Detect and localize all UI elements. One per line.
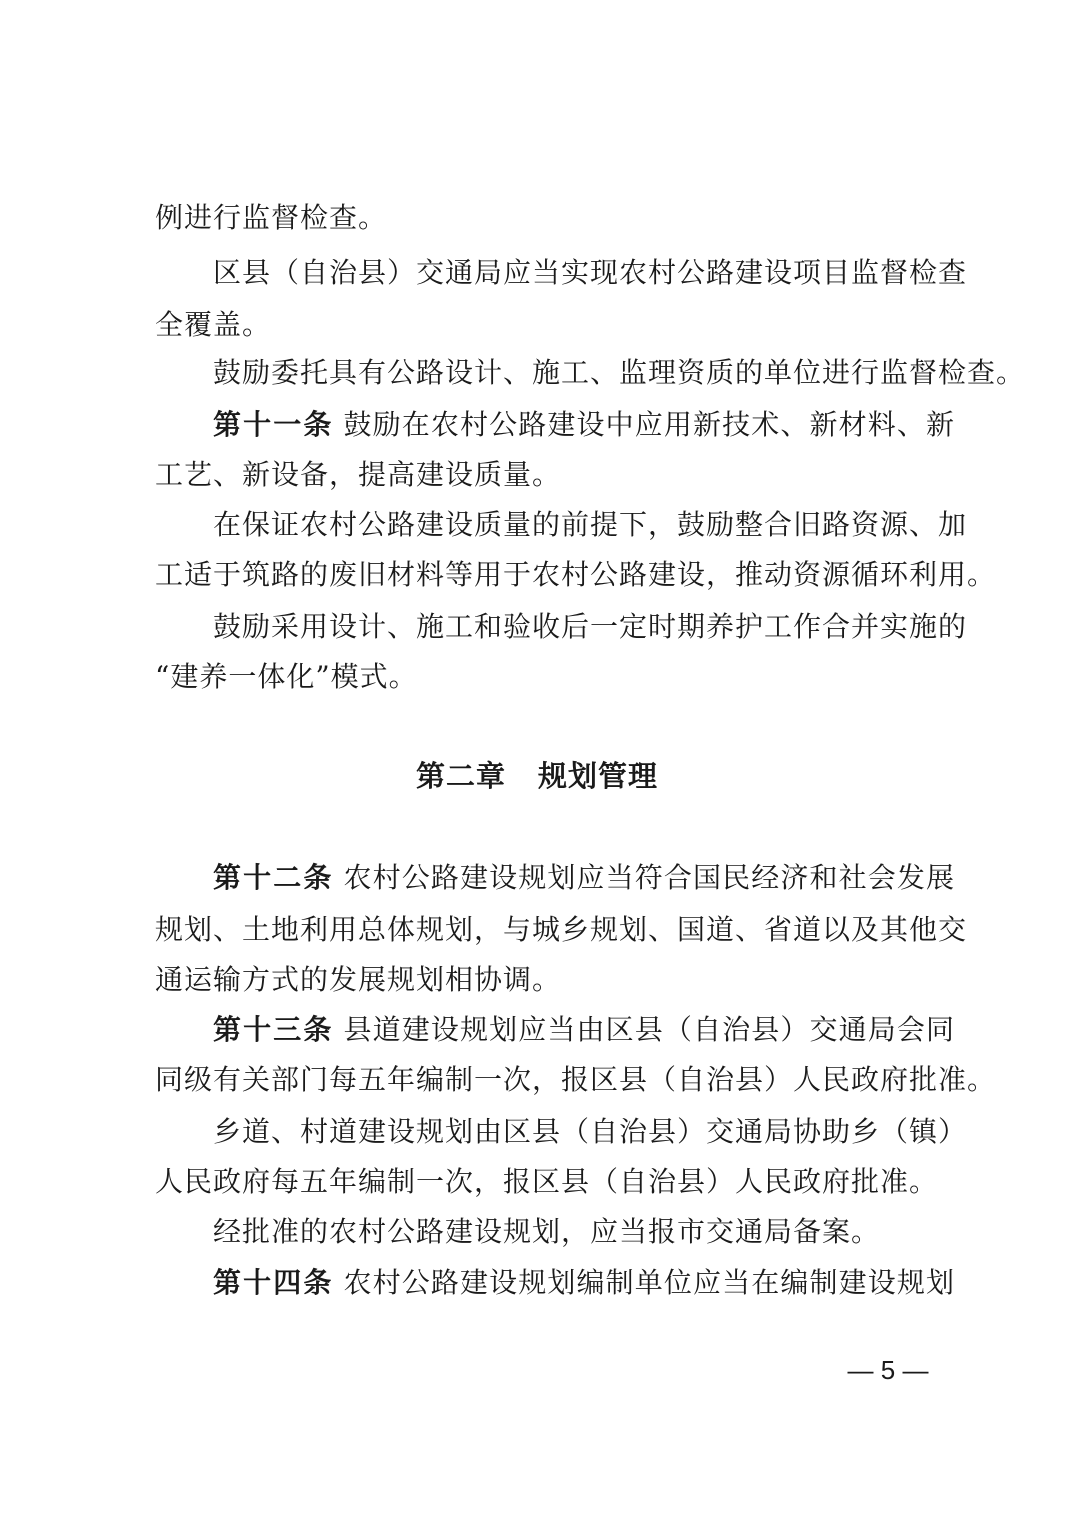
paragraph-line — [213, 1212, 955, 1252]
line-text: 鼓励委托具有公路设计、施工、监理资质的单位进行监督检查。 — [213, 356, 1026, 389]
article-number: 第十二条 — [213, 861, 334, 894]
paragraph-line — [155, 455, 955, 495]
article-line — [213, 858, 955, 898]
line-text: 经批准的农村公路建设规划，应当报市交通局备案。 — [213, 1215, 881, 1248]
article-line — [213, 1263, 955, 1303]
paragraph-line — [155, 960, 955, 1000]
paragraph-line — [213, 607, 968, 647]
article-number: 第十一条 — [213, 408, 334, 441]
paragraph-line — [213, 253, 968, 293]
chapter-heading — [0, 756, 1074, 796]
chapter-title: 规划管理 — [538, 759, 659, 793]
paragraph-line — [213, 353, 1026, 393]
line-text: 工艺、新设备，提高建设质量。 — [155, 458, 562, 491]
line-text: 通运输方式的发展规划相协调。 — [155, 963, 562, 996]
line-text: 工适于筑路的废旧材料等用于农村公路建设，推动资源循环利用。 — [155, 558, 997, 591]
article-line — [213, 1010, 955, 1050]
line-text: 同级有关部门每五年编制一次，报区县（自治县）人民政府批准。 — [155, 1063, 997, 1096]
paragraph-line — [155, 305, 955, 345]
line-text: 县道建设规划应当由区县（自治县）交通局会同 — [333, 1013, 955, 1046]
paragraph-line — [155, 1060, 997, 1100]
line-text: 全覆盖。 — [155, 308, 272, 341]
line-text: 鼓励采用设计、施工和验收后一定时期养护工作合并实施的 — [213, 610, 968, 643]
article-number: 第十四条 — [213, 1266, 334, 1299]
chapter-number: 第二章 — [415, 759, 506, 793]
paragraph-line — [155, 910, 968, 950]
paragraph-line — [213, 505, 968, 545]
page-number: — 5 — — [847, 1355, 929, 1385]
line-text: 鼓励在农村公路建设中应用新技术、新材料、新 — [333, 408, 955, 441]
paragraph-line — [155, 198, 955, 238]
line-text: 乡道、村道建设规划由区县（自治县）交通局协助乡（镇） — [213, 1115, 968, 1148]
line-text: 人民政府每五年编制一次，报区县（自治县）人民政府批准。 — [155, 1165, 939, 1198]
line-text: 规划、土地利用总体规划，与城乡规划、国道、省道以及其他交 — [155, 913, 968, 946]
paragraph-line — [155, 1162, 955, 1202]
article-number: 第十三条 — [213, 1013, 334, 1046]
paragraph-line — [155, 657, 955, 697]
line-text: 例进行监督检查。 — [155, 201, 388, 234]
line-text: “建养一体化”模式。 — [155, 660, 418, 693]
line-text: 区县（自治县）交通局应当实现农村公路建设项目监督检查 — [213, 256, 968, 289]
line-text: 农村公路建设规划编制单位应当在编制建设规划 — [333, 1266, 955, 1299]
article-line — [213, 405, 955, 445]
line-text: 在保证农村公路建设质量的前提下，鼓励整合旧路资源、加 — [213, 508, 968, 541]
line-text: 农村公路建设规划应当符合国民经济和社会发展 — [333, 861, 955, 894]
paragraph-line — [155, 555, 997, 595]
paragraph-line — [213, 1112, 968, 1152]
